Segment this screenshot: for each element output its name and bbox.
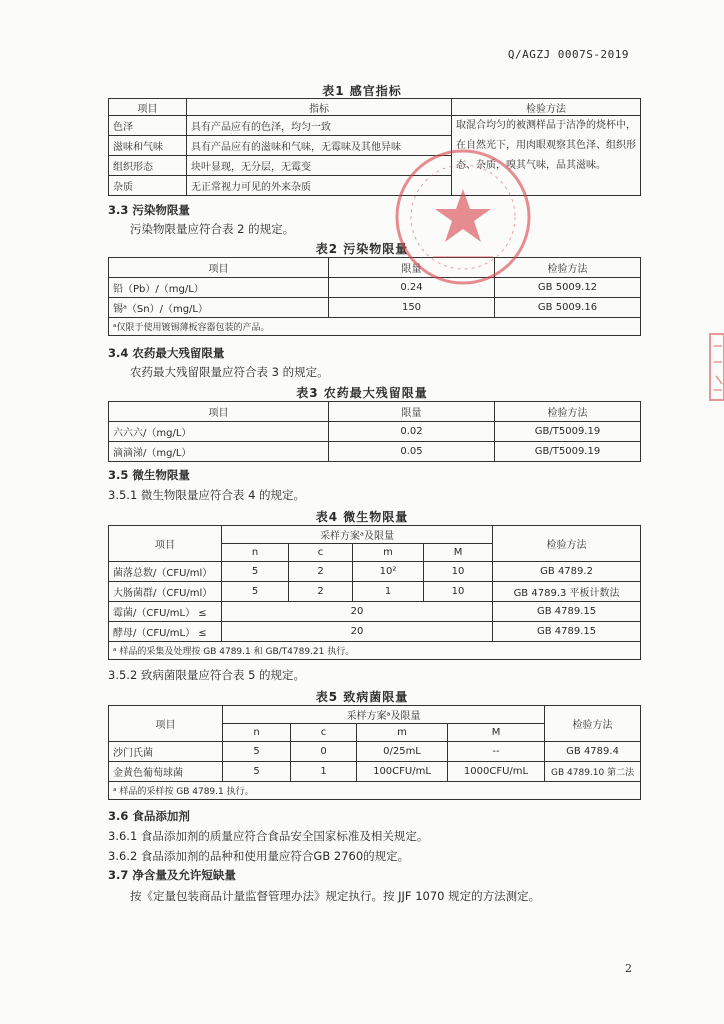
section-3-3-heading: 3.3 污染物限量 [108,203,190,217]
table-cell: 5 [222,562,289,582]
table2-header-method: 检验方法 [495,258,641,278]
section-3-3-text: 污染物限量应符合表 2 的规定。 [130,222,295,236]
table-cell: 金黄色葡萄球菌 [109,762,223,782]
table5-subheader-n: n [223,724,291,742]
table-cell: 色泽 [109,116,187,136]
table-cell: 组织形态 [109,156,187,176]
table3-header-item: 项目 [109,402,329,422]
table-note: ᵃ仅限于使用镀锡薄板容器包装的产品。 [109,318,641,336]
table-cell: 5 [223,742,291,762]
page-number: 2 [625,962,632,975]
table-note: ᵃ 样品的采集及处理按 GB 4789.1 和 GB/T4789.21 执行。 [109,642,641,660]
table3-caption: 表3 农药最大残留限量 [296,386,428,400]
table4-caption: 表4 微生物限量 [315,510,409,524]
section-3-6-2-text: 3.6.2 食品添加剂的品种和使用量应符合GB 2760的规定。 [108,849,410,863]
table5-caption: 表5 致病菌限量 [315,690,409,704]
table3-header-limit: 限量 [329,402,495,422]
table-cell: 滋味和气味 [109,136,187,156]
table-cell: 0.24 [329,278,495,298]
table-cell: 2 [289,562,353,582]
table-cell: 20 [222,622,493,642]
table-cell: 10 [424,562,493,582]
table4-subheader-m: m [353,544,424,562]
table-cell: 无正常视力可见的外来杂质 [187,176,452,196]
table-cell: 铅（Pb）/（mg/L） [109,278,329,298]
table-cell: GB/T5009.19 [495,442,641,462]
document-code: Q/AGZJ 0007S-2019 [507,48,629,61]
table-cell: 5 [223,762,291,782]
table-cell: 150 [329,298,495,318]
table-cell: 100CFU/mL [357,762,448,782]
section-3-4-heading: 3.4 农药最大残留限量 [108,346,225,360]
table5-subheader-M: M [448,724,545,742]
table-cell: 锡ᵃ（Sn）/（mg/L） [109,298,329,318]
pesticide-table [108,401,641,462]
section-3-5-1-text: 3.5.1 微生物限量应符合表 4 的规定。 [108,488,306,502]
table-cell: GB 5009.16 [495,298,641,318]
table-cell: 1 [291,762,357,782]
table-cell: 10² [353,562,424,582]
section-3-4-text: 农药最大残留限量应符合表 3 的规定。 [130,365,329,379]
table1-header-spec: 指标 [187,99,452,116]
table-cell: GB 4789.15 [493,602,641,622]
table-cell: 10 [424,582,493,602]
table-cell: 20 [222,602,493,622]
table4-subheader-c: c [289,544,353,562]
table-note: ᵃ 样品的采样按 GB 4789.1 执行。 [109,782,641,800]
table-cell: 1 [353,582,424,602]
table-cell: 沙门氏菌 [109,742,223,762]
table5-header-item: 项目 [109,706,223,742]
section-3-6-1-text: 3.6.1 食品添加剂的质量应符合食品安全国家标准及相关规定。 [108,829,429,843]
table-cell: 具有产品应有的滋味和气味，无霉味及其他异味 [187,136,452,156]
table-cell: 5 [222,582,289,602]
table-cell: GB 4789.15 [493,622,641,642]
table-cell: 1000CFU/mL [448,762,545,782]
table2-header-item: 项目 [109,258,329,278]
table-cell: 块叶显现，无分层，无霉变 [187,156,452,176]
section-3-7-text: 按《定量包装商品计量监督管理办法》规定执行。按 JJF 1070 规定的方法测定。 [130,889,541,903]
table-cell: GB 5009.12 [495,278,641,298]
table-cell: 杂质 [109,176,187,196]
sensory-table [108,98,641,196]
table-cell: GB 4789.4 [545,742,641,762]
table-cell: 菌落总数/（CFU/ml） [109,562,222,582]
table5-subheader-c: c [291,724,357,742]
table4-header-method: 检验方法 [493,526,641,562]
contaminant-table [108,257,641,336]
table2-header-limit: 限量 [329,258,495,278]
table-cell: 霉菌/（CFU/mL） ≤ [109,602,222,622]
table4-subheader-n: n [222,544,289,562]
table-cell: 0.05 [329,442,495,462]
table-cell: GB 4789.2 [493,562,641,582]
table-cell: 具有产品应有的色泽，均匀一致 [187,116,452,136]
table-cell: GB 4789.3 平板计数法 [493,582,641,602]
table-cell: 0 [291,742,357,762]
table-cell: 六六六/（mg/L） [109,422,329,442]
table-cell: 酵母/（CFU/mL） ≤ [109,622,222,642]
table2-caption: 表2 污染物限量 [315,242,409,256]
table-cell: GB 4789.10 第二法 [545,762,641,782]
pathogen-table [108,705,641,800]
table-cell: 2 [289,582,353,602]
table1-header-method: 检验方法 [452,99,641,116]
table5-subheader-m: m [357,724,448,742]
side-seal-stamp [708,332,724,402]
table5-header-plan: 采样方案ᵃ及限量 [223,706,545,724]
section-3-7-heading: 3.7 净含量及允许短缺量 [108,868,236,882]
table3-header-method: 检验方法 [495,402,641,422]
table1-method-cell: 取混合均匀的被测样品于洁净的烧杯中，在自然光下，用肉眼观察其色泽、组织形态、杂质，嗅其气味，品其滋味。 [452,116,641,196]
table4-header-item: 项目 [109,526,222,562]
table5-header-method: 检验方法 [545,706,641,742]
table-cell: -- [448,742,545,762]
table-cell: GB/T5009.19 [495,422,641,442]
table-cell: 大肠菌群/（CFU/ml） [109,582,222,602]
table-cell: 0.02 [329,422,495,442]
section-3-5-2-text: 3.5.2 致病菌限量应符合表 5 的规定。 [108,668,306,682]
table1-caption: 表1 感官指标 [322,84,402,98]
microbial-table [108,525,641,660]
table4-header-plan: 采样方案ᵃ及限量 [222,526,493,544]
table-cell: 滴滴涕/（mg/L） [109,442,329,462]
table-cell: 0/25mL [357,742,448,762]
section-3-6-heading: 3.6 食品添加剂 [108,809,190,823]
table4-subheader-M: M [424,544,493,562]
table1-header-item: 项目 [109,99,187,116]
section-3-5-heading: 3.5 微生物限量 [108,468,190,482]
